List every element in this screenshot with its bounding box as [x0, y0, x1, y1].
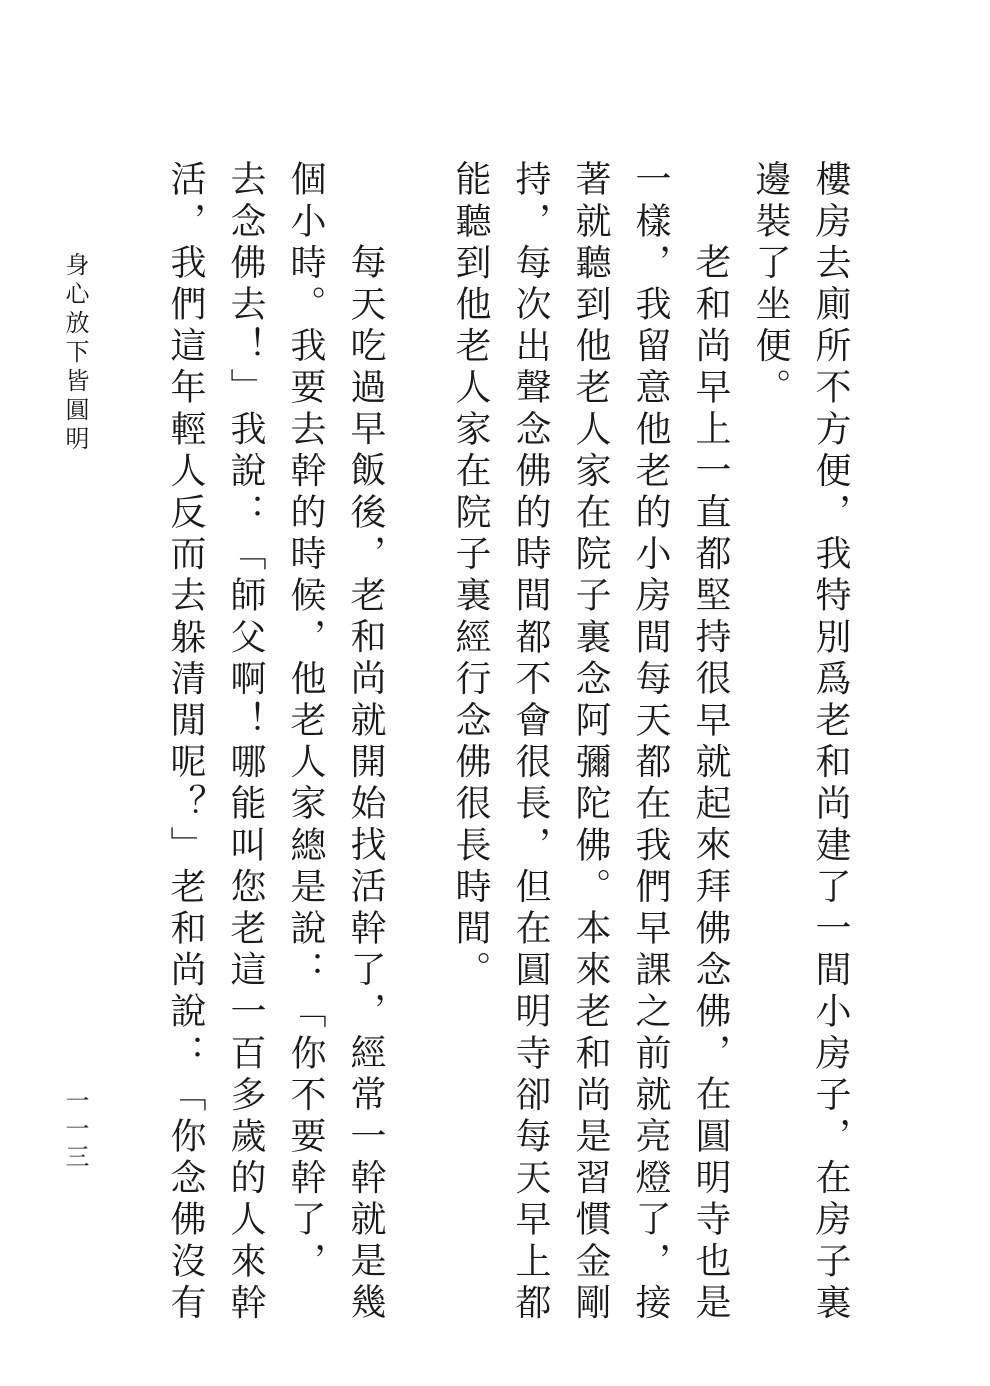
text-column-6: 持，每次出聲念佛的時間都不會很長，但在圓明寺卻每天早上都	[510, 160, 551, 1325]
text-column-3: 老和尚早上一直都堅持很早就起來拜佛念佛，在圓明寺也是	[690, 243, 731, 1325]
page-number: 一一三	[61, 1088, 89, 1172]
running-title: 身心放下皆圓明	[61, 252, 89, 455]
text-column-7: 能聽到他老人家在院子裏經行念佛很長時間。	[450, 160, 491, 992]
text-column-2: 邊裝了坐便。	[750, 160, 791, 410]
text-column-1: 樓房去廁所不方便，我特別爲老和尚建了一間小房子，在房子裏	[810, 160, 851, 1325]
text-column-9: 個小時。我要去幹的時候，他老人家總是說：「你不要幹了，	[285, 160, 326, 1284]
text-column-8: 每天吃過早飯後，老和尚就開始找活幹了，經常一幹就是幾	[345, 243, 386, 1325]
text-column-10: 去念佛去！」我說：「師父啊！哪能叫您老這一百多歲的人來幹	[225, 160, 266, 1325]
text-column-5: 著就聽到他老人家在院子裏念阿彌陀佛。本來老和尚是習慣金剛	[570, 160, 611, 1325]
text-column-11: 活，我們這年輕人反而去躲清閒呢？」老和尚說：「你念佛沒有	[165, 160, 206, 1325]
text-column-4: 一樣，我留意他老的小房間每天都在我們早課之前就亮燈了，接	[630, 160, 671, 1325]
